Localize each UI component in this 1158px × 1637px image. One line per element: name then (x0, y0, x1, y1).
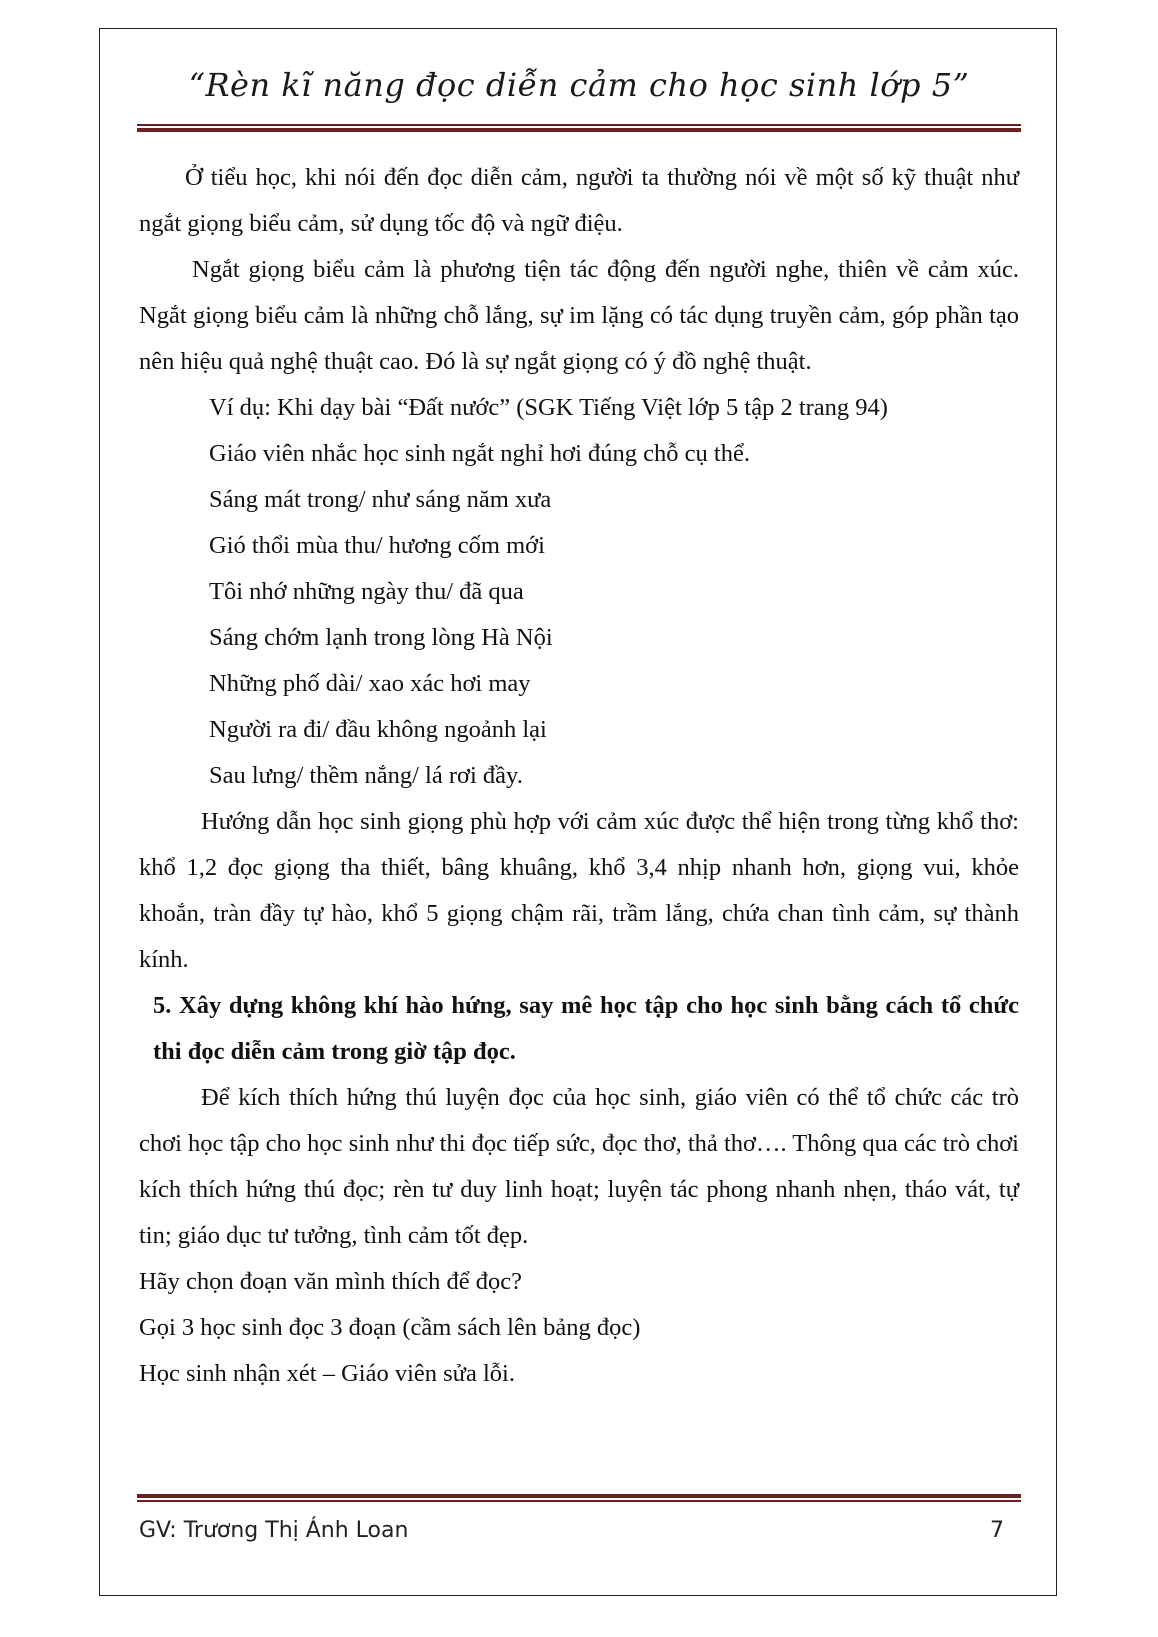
paragraph-expressive-pause: Ngắt giọng biểu cảm là phương tiện tác động đến người nghe, thiên về cảm xúc. Ngắt giọng biểu cảm là những chỗ lắng, sự im lặng có tác dụng truyền cảm, góp phần tạo nên hiệu quả nghệ thuật cao. Đó là sự ngắt giọng có ý đồ nghệ thuật. (139, 256, 1019, 375)
instruction-line: Học sinh nhận xét – Giáo viên sửa lỗi. (139, 1360, 515, 1387)
page-number: 7 (990, 1518, 1004, 1543)
footer-author: GV: Trương Thị Ánh Loan (139, 1518, 409, 1543)
example-intro: Ví dụ: Khi dạy bài “Đất nước” (SGK Tiếng Việt lớp 5 tập 2 trang 94) (209, 394, 888, 421)
header-title: “Rèn kĩ năng đọc diễn cảm cho học sinh lớp 5” (188, 66, 970, 104)
poem-line: Gió thổi mùa thu/ hương cốm mới (209, 532, 545, 559)
poem-line: Những phố dài/ xao xác hơi may (209, 670, 531, 697)
paragraph-intro: Ở tiểu học, khi nói đến đọc diễn cảm, người ta thường nói về một số kỹ thuật như ngắt giọng biểu cảm, sử dụng tốc độ và ngữ điệu. (139, 164, 1019, 237)
poem-line: Tôi nhớ những ngày thu/ đã qua (209, 578, 524, 605)
paragraph-guidance: Hướng dẫn học sinh giọng phù hợp với cảm xúc được thể hiện trong từng khổ thơ: khổ 1,2 đọc giọng tha thiết, bâng khuâng, khổ 3,4 nhịp nhanh hơn, giọng vui, khỏe khoắn, tràn đầy tự hào, khổ 5 giọng chậm rãi, trầm lắng, chứa chan tình cảm, sự thành kính. (139, 808, 1019, 973)
teacher-note: Giáo viên nhắc học sinh ngắt nghỉ hơi đúng chỗ cụ thể. (209, 440, 750, 467)
header-divider (137, 124, 1021, 132)
instruction-line: Gọi 3 học sinh đọc 3 đoạn (cầm sách lên bảng đọc) (139, 1314, 641, 1341)
poem-line: Sau lưng/ thềm nắng/ lá rơi đầy. (209, 762, 523, 789)
document-body (139, 155, 1019, 1397)
poem-line: Sáng mát trong/ như sáng năm xưa (209, 486, 552, 513)
poem-line: Sáng chớm lạnh trong lòng Hà Nội (209, 624, 553, 651)
instruction-line: Hãy chọn đoạn văn mình thích để đọc? (139, 1268, 523, 1295)
footer-divider (137, 1494, 1021, 1502)
paragraph-games: Để kích thích hứng thú luyện đọc của học sinh, giáo viên có thể tổ chức các trò chơi học tập cho học sinh như thi đọc tiếp sức, đọc thơ, thả thơ…. Thông qua các trò chơi kích thích hứng thú đọc; rèn tư duy linh hoạt; luyện tác phong nhanh nhẹn, tháo vát, tự tin; giáo dục tư tưởng, tình cảm tốt đẹp. (139, 1084, 1019, 1249)
section-heading: 5. Xây dựng không khí hào hứng, say mê học tập cho học sinh bằng cách tổ chức thi đọc diễn cảm trong giờ tập đọc. (153, 992, 1019, 1065)
poem-line: Người ra đi/ đầu không ngoảnh lại (209, 716, 547, 743)
